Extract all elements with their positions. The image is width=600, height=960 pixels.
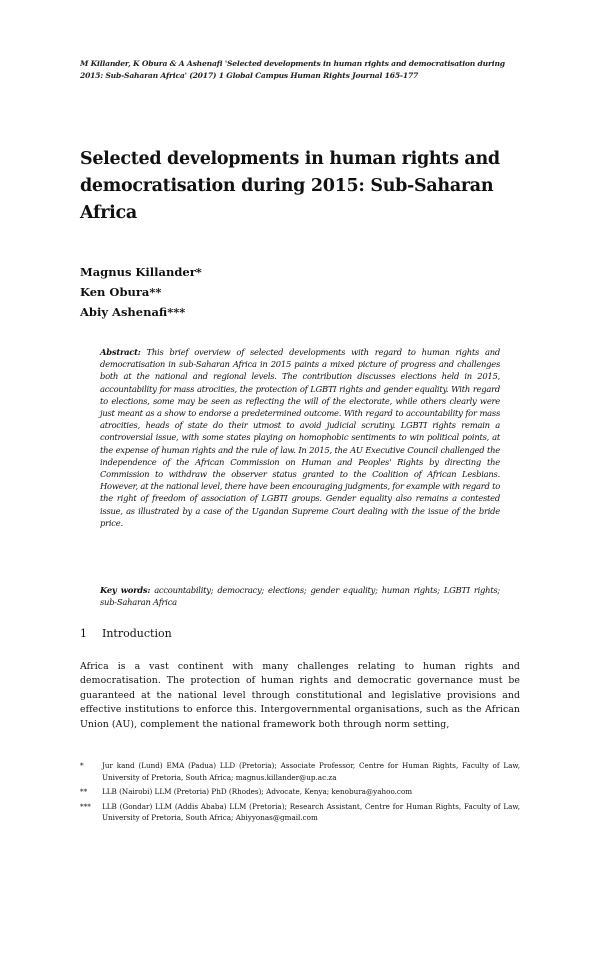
author-list <box>80 262 202 322</box>
author: Ken Obura** <box>80 285 162 299</box>
footnote <box>80 801 520 824</box>
section-heading <box>80 626 172 642</box>
author: Abiy Ashenafi*** <box>80 305 186 319</box>
section-number: 1 <box>80 627 87 640</box>
footnote-text: LLB (Nairobi) LLM (Pretoria) PhD (Rhodes); Advocate, Kenya; kenobura@yahoo.com <box>102 787 413 797</box>
footnote-marker: ** <box>80 787 88 797</box>
footnote-text: LLB (Gondar) LLM (Addis Ababa) LLM (Pretoria); Research Assistant, Centre for Human Rights, Faculty of Law, University of Pretoria, South Africa; Abiyyonas@gmail.com <box>102 801 520 823</box>
running-head <box>80 58 522 82</box>
section-title: Introduction <box>102 627 172 640</box>
footnote <box>80 760 520 783</box>
abstract-text: This brief overview of selected developments with regard to human rights and democratisation in sub-Saharan Africa in 2015 paints a mixed picture of progress and challenges both at the national and regional levels. The contribution discusses elections held in 2015, accountability for mass atrocities, the protection of LGBTI rights and gender equality. With regard to elections, some may be seen as reflecting the will of the electorate, while others clearly were just meant as a show to endorse a predetermined outcome. With regard to accountability for mass atrocities, heads of state do their utmost to avoid judicial scrutiny. LGBTI rights remain a controversial issue, with some states playing on homophobic sentiments to win political points, at the expense of human rights and the rule of law. In 2015, the AU Executive Council challenged the independence of the African Commission on Human and Peoples' Rights by directing the Commission to withdraw the observer status granted to the Coalition of African Lesbians. However, at the national level, there have been encouraging judgments, for example with regard to the right of freedom of association of LGBTI groups. Gender equality also remains a contested issue, as illustrated by a case of the Ugandan Supreme Court dealing with the issue of the bride price. <box>100 347 500 528</box>
footnote <box>80 786 520 798</box>
running-head-line-2: 2015: Sub-Saharan Africa' (2017) 1 Global Campus Human Rights Journal 165-177 <box>80 71 419 80</box>
body-paragraph: Africa is a vast continent with many challenges relating to human rights and democratisation. The protection of human rights and democratic governance must be guaranteed at the national level through constitutional and legislative provisions and effective institutions to enforce this. Intergovernmental organisations, such as the African Union (AU), complement the national framework both through norm setting, <box>80 661 520 730</box>
footnote-text: Jur kand (Lund) EMA (Padua) LLD (Pretoria); Associate Professor, Centre for Human Rights, Faculty of Law, University of Pretoria, South Africa; magnus.killander@up.ac.za <box>102 761 520 782</box>
footnote-marker: *** <box>80 801 91 811</box>
footnote-marker: * <box>80 761 84 770</box>
author: Magnus Killander* <box>80 265 202 279</box>
running-head-line-1: M Killander, K Obura & A Ashenafi 'Selected developments in human rights and democratisation during <box>80 59 505 68</box>
abstract-label: Abstract: <box>100 347 141 357</box>
keywords-label: Key words: <box>100 585 151 595</box>
footnotes <box>80 760 520 827</box>
keywords-text: accountability; democracy; elections; gender equality; human rights; LGBTI rights; sub-Saharan Africa <box>100 585 500 608</box>
keywords <box>100 584 500 608</box>
article-title: Selected developments in human rights and democratisation during 2015: Sub-Saharan Africa <box>80 149 500 223</box>
abstract <box>100 346 500 529</box>
